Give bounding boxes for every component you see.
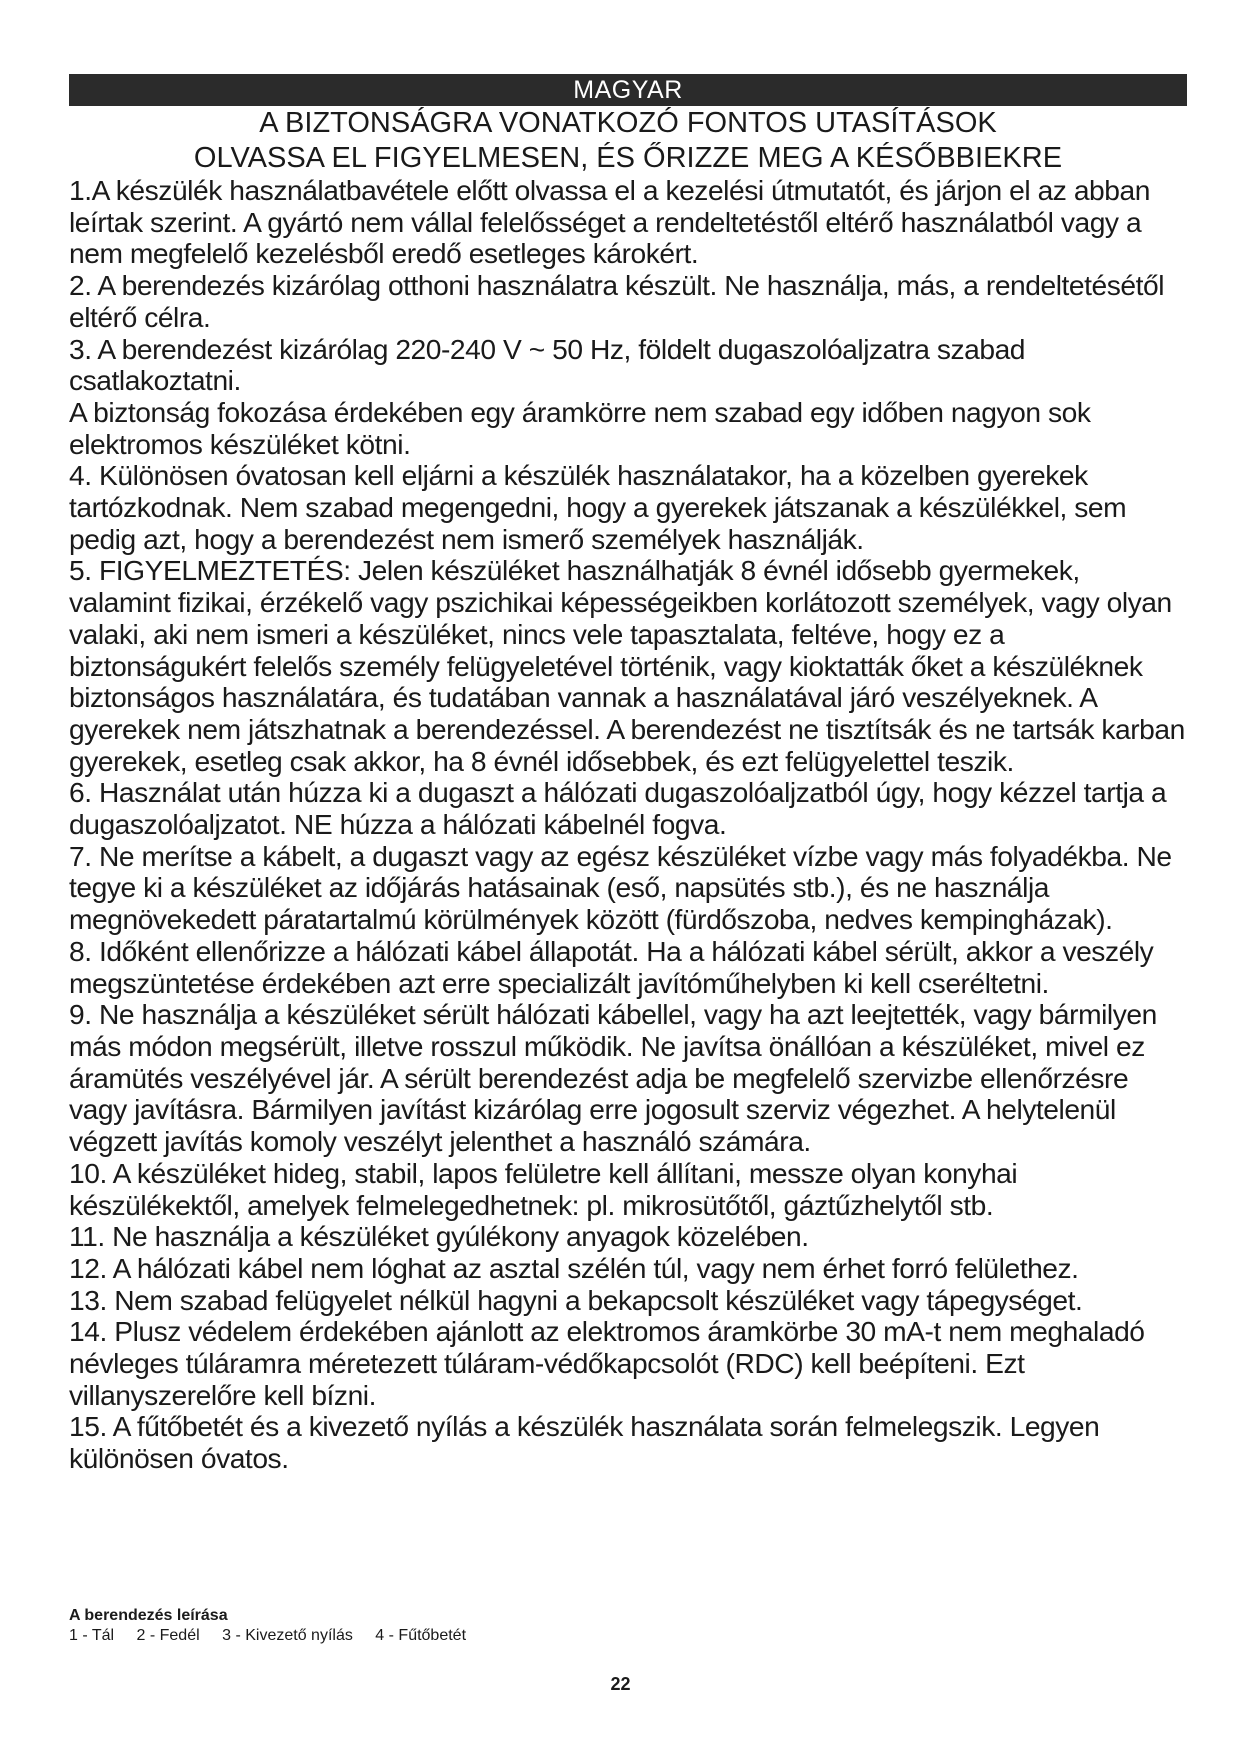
part-item: 2 - Fedél (136, 1627, 200, 1644)
instruction-10: 10. A készüléket hideg, stabil, lapos felületre kell állítani, messze olyan konyhai készülékektől, amelyek felmelegedhetnek: pl. mikrosütőtől, gáztűzhelytől stb. (69, 1156, 1018, 1221)
instruction-8: 8. Időként ellenőrizze a hálózati kábel állapotát. Ha a hálózati kábel sérült, akkor a veszély megszüntetése érdekében azt erre specializált javítóműhelyben ki kell cseréltetni. (69, 934, 1154, 999)
page-number: 22 (610, 1674, 631, 1694)
device-parts-list (69, 1626, 484, 1646)
instruction-3-note: A biztonság fokozása érdekében egy áramkörre nem szabad egy időben nagyon sok elektromos készüléket kötni. (69, 395, 1091, 460)
instruction-2: 2. A berendezés kizárólag otthoni használatra készült. Ne használja, más, a rendeltetésétől eltérő célra. (69, 269, 1165, 333)
section-title: A BIZTONSÁGRA VONATKOZÓ FONTOS UTASÍTÁSOK (259, 107, 997, 139)
instruction-9: 9. Ne használja a készüléket sérült hálózati kábellel, vagy ha azt leejtették, vagy bármilyen más módon megsérült, illetve rosszul működik. Ne javítsa önállóan a készüléket, mivel ez áramütés veszélyével jár. A sérült berendezést adja be megfelelő szervizbe ellenőrzésre vagy javításra. Bármilyen javítást kizárólag erre jogosult szerviz végezhet. A helytelenül végzett javítás komoly veszélyt jelenthet a használó számára. (69, 998, 1157, 1158)
part-item: 3 - Kivezető nyílás (222, 1627, 353, 1644)
instruction-5: 5. FIGYELMEZTETÉS: Jelen készüléket használhatják 8 évnél idősebb gyermekek, valamint fizikai, érzékelő vagy pszichikai képességeikben korlátozott személyek, vagy olyan valaki, aki nem ismeri a készüléket, nincs vele tapasztalata, feltéve, hogy ez a biztonságukért felelős személy felügyeletével történik, vagy kioktatták őket a készüléknek biztonságos használatára, és tudatában vannak a használatával járó veszélyeknek. A gyerekek nem játszhatnak a berendezéssel. A berendezést ne tisztítsák és ne tartsák karban gyerekek, esetleg csak akkor, ha 8 évnél idősebbek, és ezt felügyelettel teszik. (69, 554, 1185, 777)
instruction-7: 7. Ne merítse a kábelt, a dugaszt vagy az egész készüléket vízbe vagy más folyadékba. Ne tegye ki a készüléket az időjárás hatásainak (eső, napsütés stb.), és ne használja megnövekedett páratartalmú körülmények között (fürdőszoba, nedves kempingházak). (69, 839, 1172, 936)
language-header-bar: MAGYAR (69, 74, 1187, 106)
device-description-title: A berendezés leírása (69, 1607, 228, 1624)
instruction-6: 6. Használat után húzza ki a dugaszt a hálózati dugaszolóaljzatból úgy, hogy kézzel tartja a dugaszolóaljzatot. NE húzza a hálózati kábelnél fogva. (69, 776, 1167, 841)
device-description (69, 1606, 484, 1646)
part-item: 4 - Fűtőbetét (375, 1627, 467, 1644)
instruction-3: 3. A berendezést kizárólag 220-240 V ~ 50 Hz, földelt dugaszolóaljzatra szabad csatlakoztatni. (69, 332, 1026, 397)
part-item: 1 - Tál (69, 1627, 115, 1644)
instruction-4: 4. Különösen óvatosan kell eljárni a készülék használatakor, ha a közelben gyerekek tartózkodnak. Nem szabad megengedni, hogy a gyerekek játszanak a készülékkel, sem pedig azt, hogy a berendezést nem ismerő személyek használják. (69, 459, 1127, 555)
instruction-1: 1.A készülék használatbavétele előtt olvassa el a kezelési útmutatót, és járjon el az abban leírtak szerint. A gyártó nem vállal felelősséget a rendeltetéstől eltérő használatból vagy a nem megfelelő kezelésből eredő esetleges károkért. (69, 174, 1150, 270)
section-subtitle: OLVASSA EL FIGYELMESEN, ÉS ŐRIZZE MEG A KÉSŐBBIEKRE (193, 142, 1063, 174)
instruction-13: 13. Nem szabad felügyelet nélkül hagyni a bekapcsolt készüléket vagy tápegységet. (69, 1283, 1083, 1316)
instruction-11: 11. Ne használja a készüléket gyúlékony anyagok közelében. (69, 1220, 809, 1253)
instruction-15: 15. A fűtőbetét és a kivezető nyílás a készülék használata során felmelegszik. Legyen különösen óvatos. (69, 1410, 1100, 1475)
instruction-12: 12. A hálózati kábel nem lóghat az asztal szélén túl, vagy nem érhet forró felülethez. (69, 1251, 1079, 1284)
safety-instructions (69, 175, 1187, 1475)
instruction-14: 14. Plusz védelem érdekében ajánlott az elektromos áramkörbe 30 mA-t nem meghaladó névleges túláramra méretezett túláram-védőkapcsolót (RDC) kell beépíteni. Ezt villanyszerelőre kell bízni. (69, 1315, 1145, 1411)
